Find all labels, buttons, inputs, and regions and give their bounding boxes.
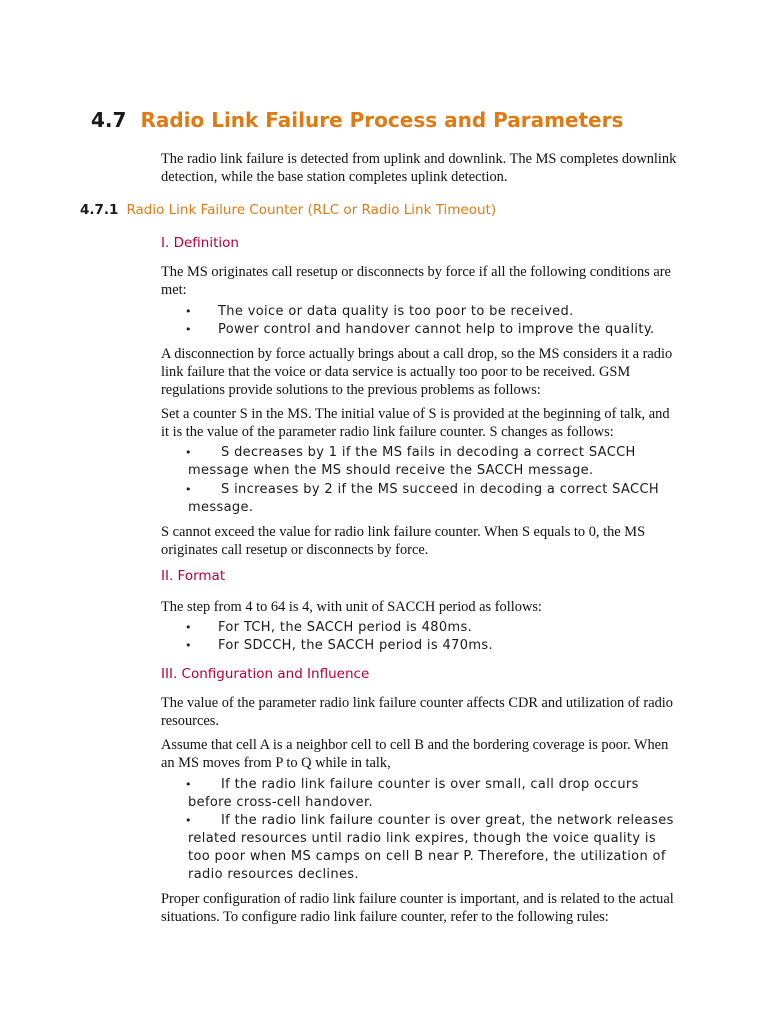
list-item-text: If the radio link failure counter is over great, the network releases related resources until radio link expires, though the voice quality is too poor when MS camps on cell B near P. Therefore, the utilization of radio resources declines. <box>188 813 674 882</box>
bullet-icon: • <box>185 305 192 318</box>
list-item <box>185 812 675 884</box>
definition-heading: I. Definition <box>161 235 239 251</box>
definition-para-disconnection: A disconnection by force actually brings about a call drop, so the MS considers it a radio link failure that the voice or data service is actually too poor to be received. GSM regulations provide solutions to the previous problems as follows: <box>161 346 673 398</box>
config-heading: III. Configuration and Influence <box>161 666 370 682</box>
subsection-title: Radio Link Failure Counter (RLC or Radio Link Timeout) <box>126 202 497 218</box>
bullet-icon: • <box>185 639 192 652</box>
config-para-assumption: Assume that cell A is a neighbor cell to cell B and the bordering coverage is poor. When an MS moves from P to Q while in talk, <box>161 737 669 771</box>
section-number: 4.7 <box>91 108 127 132</box>
list-item <box>185 776 675 812</box>
bullet-icon: • <box>185 814 192 827</box>
list-item-text: Power control and handover cannot help to improve the quality. <box>218 322 655 337</box>
definition-para-counter: Set a counter S in the MS. The initial value of S is provided at the beginning of talk, and it is the value of the parameter radio link failure counter. S changes as follows: <box>161 406 670 440</box>
config-para-influence: The value of the parameter radio link failure counter affects CDR and utilization of radio resources. <box>161 695 674 729</box>
definition-para-limit: S cannot exceed the value for radio link failure counter. When S equals to 0, the MS originates call resetup or disconnects by force. <box>161 524 646 558</box>
subsection-heading <box>80 202 496 218</box>
section-intro: The radio link failure is detected from uplink and downlink. The MS completes downlink detection, while the base station completes uplink detection. <box>161 151 677 185</box>
list-item-text: S decreases by 1 if the MS fails in decoding a correct SACCH message when the MS should receive the SACCH message. <box>188 445 636 478</box>
config-para-rules: Proper configuration of radio link failure counter is important, and is related to the actual situations. To configure radio link failure counter, refer to the following rules: <box>161 891 674 925</box>
list-item <box>185 637 685 655</box>
definition-para-conditions: The MS originates call resetup or disconnects by force if all the following conditions are met: <box>161 264 671 298</box>
bullet-icon: • <box>185 446 192 459</box>
bullet-icon: • <box>185 621 192 634</box>
section-heading <box>91 108 623 132</box>
format-para: The step from 4 to 64 is 4, with unit of SACCH period as follows: <box>161 599 542 615</box>
list-item <box>185 321 685 339</box>
list-item <box>185 481 675 517</box>
bullet-icon: • <box>185 323 192 336</box>
list-item-text: The voice or data quality is too poor to be received. <box>218 304 574 319</box>
bullet-icon: • <box>185 483 192 496</box>
subsection-number: 4.7.1 <box>80 202 119 218</box>
format-heading: II. Format <box>161 568 226 584</box>
list-item-text: S increases by 2 if the MS succeed in decoding a correct SACCH message. <box>188 482 659 515</box>
list-item <box>185 619 685 637</box>
list-item <box>185 444 675 480</box>
list-item-text: If the radio link failure counter is over small, call drop occurs before cross-cell handover. <box>188 777 639 810</box>
list-item-text: For TCH, the SACCH period is 480ms. <box>218 620 473 635</box>
section-title: Radio Link Failure Process and Parameters <box>140 108 624 132</box>
list-item-text: For SDCCH, the SACCH period is 470ms. <box>218 638 493 653</box>
bullet-icon: • <box>185 778 192 791</box>
list-item <box>185 303 685 321</box>
